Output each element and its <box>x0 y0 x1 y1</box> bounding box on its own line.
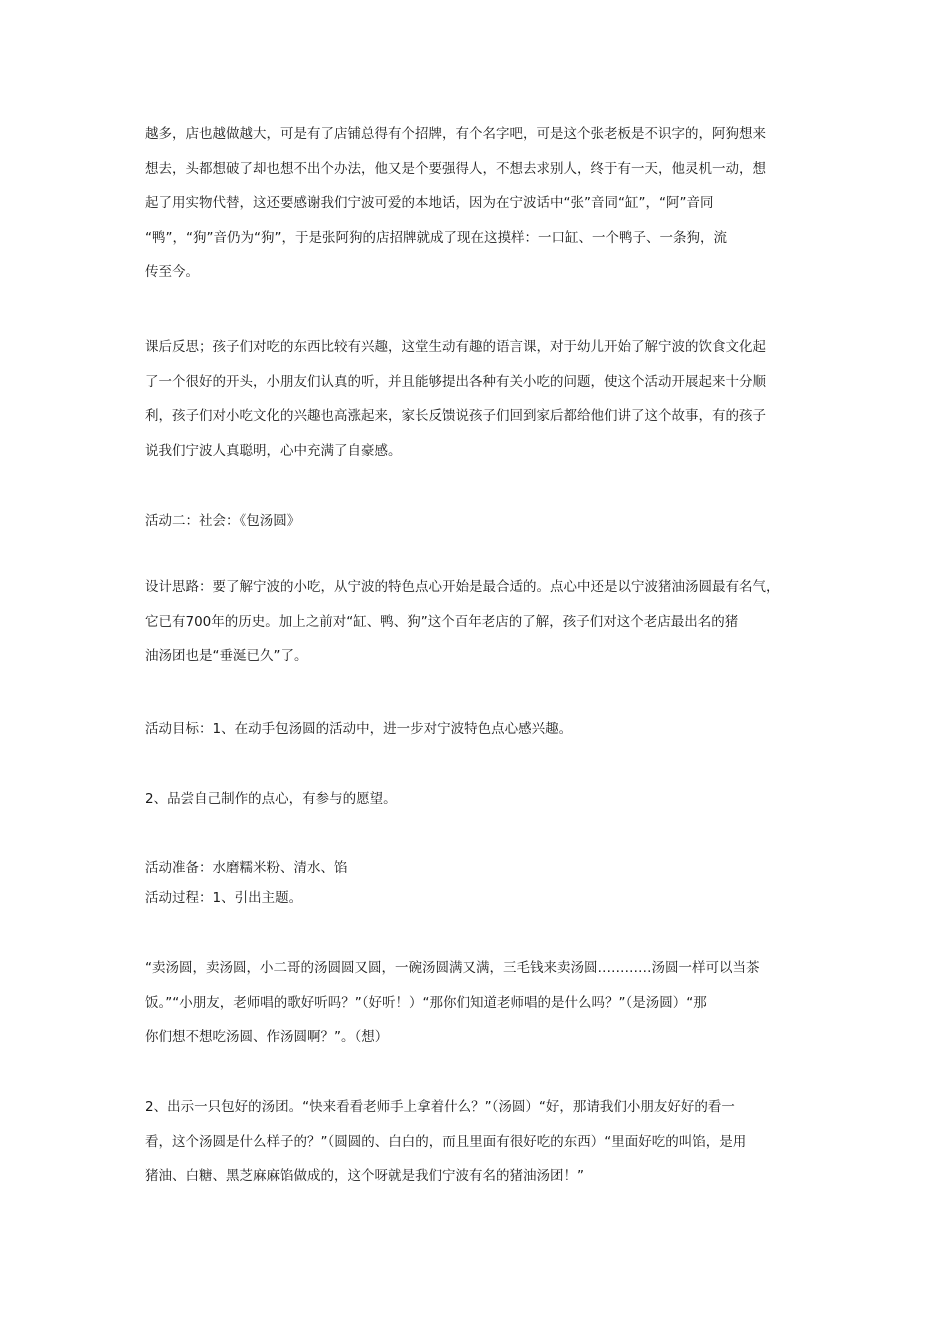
paragraph-line: 你们想不想吃汤圆、作汤圆啊？”。（想） <box>145 1029 389 1045</box>
activity-preparation: 活动准备：水磨糯米粉、清水、馅 <box>145 860 348 876</box>
paragraph-line: 了一个很好的开头，小朋友们认真的听，并且能够提出各种有关小吃的问题，使这个活动开展起来十分顺 <box>145 373 766 390</box>
paragraph-line: “卖汤圆，卖汤圆，小二哥的汤圆圆又圆，一碗汤圆满又满，三毛钱来卖汤圆…………汤圆一样可以当茶 <box>145 960 760 976</box>
design-idea-paragraph <box>145 570 815 674</box>
paragraph-line: 越多，店也越做越大，可是有了店铺总得有个招牌，有个名字吧，可是这个张老板是不识字的，阿狗想来 <box>145 126 766 142</box>
step-2-paragraph <box>145 1090 815 1194</box>
story-end-paragraph <box>145 117 815 290</box>
paragraph-line: 想去，头都想破了却也想不出个办法，他又是个要强得人，不想去求别人，终于有一天，他灵机一动，想 <box>145 160 766 177</box>
paragraph-line: 设计思路：要了解宁波的小吃，从宁波的特色点心开始是最合适的。点心中还是以宁波猪油汤圆最有名气， <box>145 579 780 595</box>
paragraph-line: 饭。”“小朋友，老师唱的歌好听吗？”（好听！）“那你们知道老师唱的是什么吗？”（是汤圆）“那 <box>145 994 707 1011</box>
paragraph-line: 说我们宁波人真聪明，心中充满了自豪感。 <box>145 442 402 459</box>
reflection-paragraph <box>145 330 815 468</box>
paragraph-line: 课后反思；孩子们对吃的东西比较有兴趣，这堂生动有趣的语言课，对于幼儿开始了解宁波的饮食文化起 <box>145 339 766 355</box>
activity-title: 活动二：社会：《包汤圆》 <box>145 513 301 529</box>
activity-goal-2: 2、品尝自己制作的点心，有参与的愿望。 <box>145 791 397 807</box>
paragraph-line: 2、出示一只包好的汤团。“快来看看老师手上拿着什么？”（汤圆）“好，那请我们小朋友好好的看一 <box>145 1099 735 1115</box>
paragraph-line: 利，孩子们对小吃文化的兴趣也高涨起来，家长反馈说孩子们回到家后都给他们讲了这个故事，有的孩子 <box>145 408 766 424</box>
paragraph-line: 猪油、白糖、黑芝麻麻馅做成的，这个呀就是我们宁波有名的猪油汤团！” <box>145 1168 584 1184</box>
paragraph-line: 它已有700年的历史。加上之前对“缸、鸭、狗”这个百年老店的了解，孩子们对这个老店最出名的猪 <box>145 613 739 630</box>
paragraph-line: 起了用实物代替，这还要感谢我们宁波可爱的本地话，因为在宁波话中“张”音同“缸”，“阿”音同 <box>145 195 714 211</box>
paragraph-line: “鸭”，“狗”音仍为“狗”，于是张阿狗的店招牌就成了现在这摸样：一口缸、一个鸭子、一条狗，流 <box>145 229 727 246</box>
paragraph-line: 看，这个汤圆是什么样子的？”（圆圆的、白白的，而且里面有很好吃的东西）“里面好吃的叫馅，是用 <box>145 1133 747 1150</box>
song-paragraph <box>145 951 815 1055</box>
activity-goal-1: 活动目标：1、在动手包汤圆的活动中，进一步对宁波特色点心感兴趣。 <box>145 721 573 737</box>
paragraph-line: 油汤团也是“垂涎已久”了。 <box>145 648 308 664</box>
paragraph-line: 传至今。 <box>145 264 199 280</box>
activity-process: 活动过程：1、引出主题。 <box>145 890 303 906</box>
